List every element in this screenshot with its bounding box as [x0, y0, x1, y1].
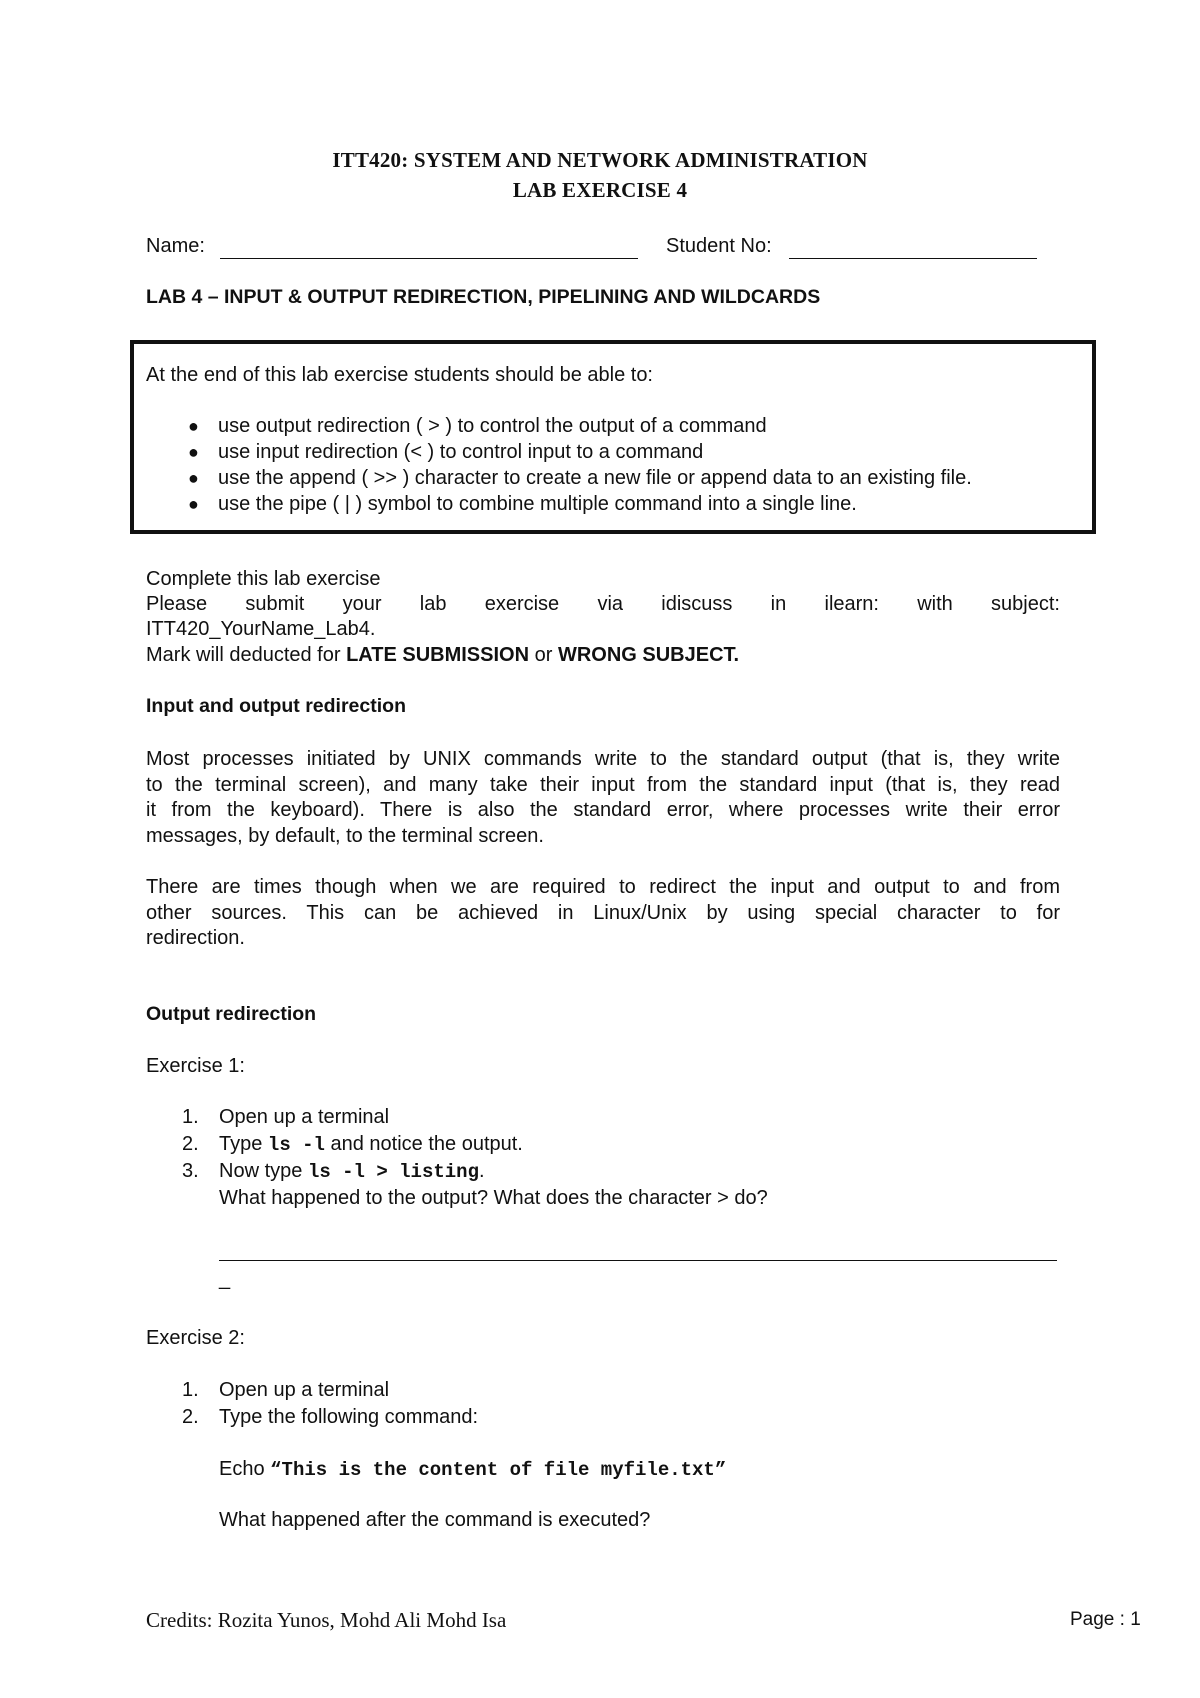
- bullet-icon: ●: [188, 468, 199, 488]
- exercise-1-step-2: Type ls -l and notice the output.: [219, 1133, 523, 1156]
- section-heading-io: Input and output redirection: [146, 695, 406, 717]
- student-no-blank[interactable]: [789, 258, 1037, 259]
- objectives-intro: At the end of this lab exercise students should be able to:: [146, 364, 653, 386]
- name-label: Name:: [146, 235, 205, 257]
- bullet-icon: ●: [188, 494, 199, 514]
- submission-line-3: ITT420_YourName_Lab4.: [146, 618, 376, 640]
- io-paragraph-1: Most processes initiated by UNIX commands write to the standard output (that is, they write to the terminal screen), and many take their input from the standard input (that is, they read it from the keyboard). There is also the standard error, where processes write their error messages, by default, to the terminal screen.: [146, 748, 1060, 847]
- submission-line-2: Please submit your lab exercise via idiscuss in ilearn: with subject:: [146, 593, 1060, 615]
- exercise-1-steps: 1. Open up a terminal 2. Type ls -l and notice the output. 3. Now type ls -l > listing. What happened to the output? What does the character > do?: [182, 1106, 768, 1209]
- exercise-2-question: What happened after the command is executed?: [219, 1509, 651, 1531]
- name-blank[interactable]: [220, 258, 638, 259]
- code-echo-string: “This is the content of file myfile.txt”: [270, 1459, 727, 1481]
- section-heading-output: Output redirection: [146, 1003, 317, 1025]
- objectives-box: At the end of this lab exercise students should be able to: ● use output redirection ( > ) to control the output of a command ● use input redirection (< ) to control input to a command ● use the append ( >> ) character to create a new file or append data to an existing file. ● use the pipe ( | ) symbol to combine multiple command into a single line.: [130, 340, 1096, 534]
- exercise-2-step-2: Type the following command:: [219, 1406, 479, 1428]
- answer-line[interactable]: [219, 1260, 1057, 1261]
- lab-title: LAB EXERCISE 4: [512, 178, 688, 202]
- exercise-1-label: Exercise 1:: [146, 1055, 245, 1077]
- late-submission-text: LATE SUBMISSION: [346, 644, 530, 666]
- io-paragraph-2: There are times though when we are required to redirect the input and output to and from other sources. This can be achieved in Linux/Unix by using special character to for redirection.: [146, 876, 1060, 950]
- echo-command: Echo “This is the content of file myfile.txt”: [219, 1458, 727, 1481]
- course-title: ITT420: SYSTEM AND NETWORK ADMINISTRATION: [332, 148, 868, 172]
- student-no-label: Student No:: [666, 235, 772, 257]
- code-ls-l: ls -l: [267, 1134, 325, 1156]
- exercise-2-steps: 1. Open up a terminal 2. Type the following command:: [182, 1379, 479, 1428]
- footer-credits: Credits: Rozita Yunos, Mohd Ali Mohd Isa: [146, 1608, 507, 1632]
- bullet-icon: ●: [188, 442, 199, 462]
- exercise-2-label: Exercise 2:: [146, 1327, 245, 1349]
- submission-warning: Mark will deducted for LATE SUBMISSION or WRONG SUBJECT.: [146, 644, 740, 666]
- exercise-1-step-1: Open up a terminal: [219, 1106, 390, 1128]
- bullet-icon: ●: [188, 416, 199, 436]
- exercise-2-step-1: Open up a terminal: [219, 1379, 390, 1401]
- exercise-1-question: What happened to the output? What does the character > do?: [219, 1187, 768, 1209]
- page-number: Page : 1: [1070, 1609, 1141, 1630]
- exercise-1-step-3: Now type ls -l > listing.: [219, 1160, 485, 1183]
- submission-line-1: Complete this lab exercise: [146, 568, 381, 590]
- wrong-subject-text: WRONG SUBJECT.: [557, 644, 740, 666]
- lab-heading: LAB 4 – INPUT & OUTPUT REDIRECTION, PIPELINING AND WILDCARDS: [146, 286, 821, 308]
- code-ls-l-listing: ls -l > listing: [307, 1161, 479, 1183]
- answer-line-tail: _: [219, 1268, 231, 1290]
